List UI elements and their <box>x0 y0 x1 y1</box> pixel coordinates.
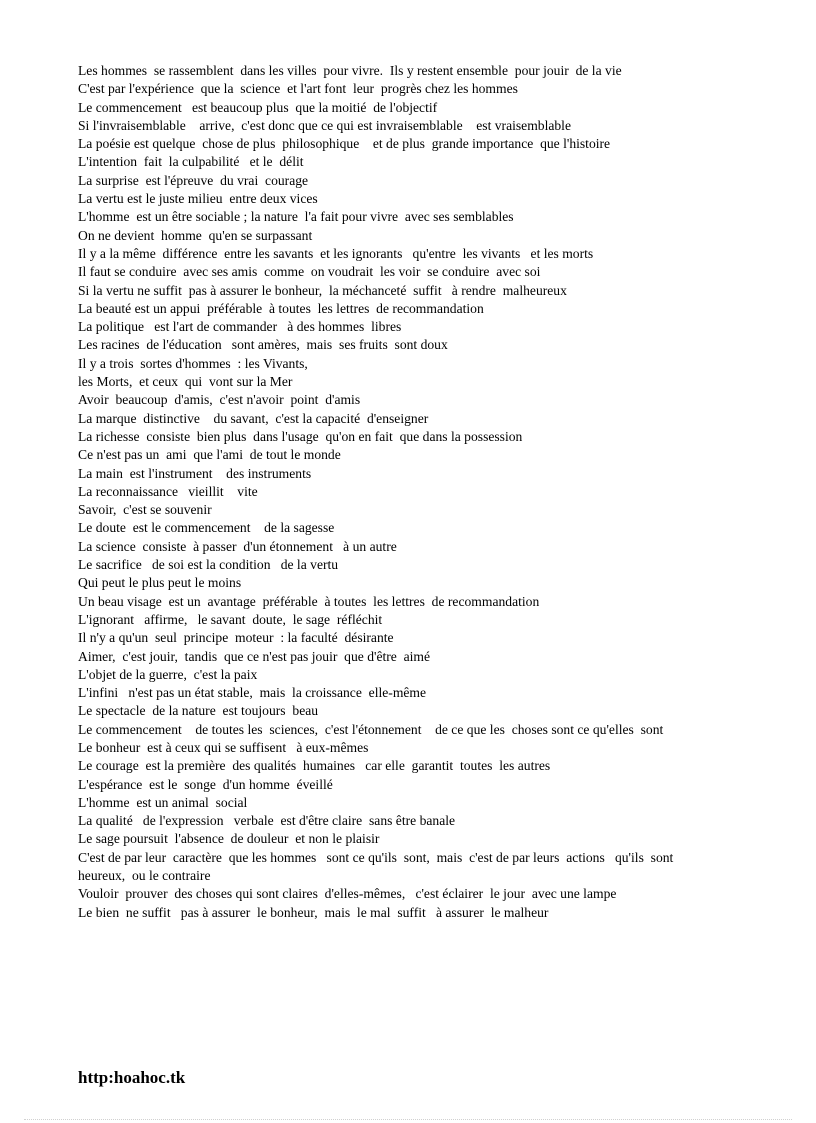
quote-line: Le sacrifice de soi est la condition de la vertu <box>78 557 339 573</box>
quote-line: La science consiste à passer d'un étonnement à un autre <box>78 538 397 554</box>
quote-line: C'est de par leur caractère que les hommes sont ce qu'ils sont, mais c'est de par leurs actions qu'ils sont <box>78 849 674 865</box>
quote-line: Savoir, c'est se souvenir <box>78 502 212 518</box>
quote-line: Si l'invraisemblable arrive, c'est donc que ce qui est invraisemblable est vraisemblable <box>78 117 571 133</box>
quote-line: L'homme est un animal social <box>78 794 248 810</box>
quote-line: Ce n'est pas un ami que l'ami de tout le monde <box>78 447 341 463</box>
quote-line: Le sage poursuit l'absence de douleur et non le plaisir <box>78 831 380 847</box>
quote-line: les Morts, et ceux qui vont sur la Mer <box>78 374 293 390</box>
quote-line: Le doute est le commencement de la sagesse <box>78 520 335 536</box>
quote-line: heureux, ou le contraire <box>78 868 211 884</box>
quote-line: La reconnaissance vieillit vite <box>78 483 258 499</box>
quote-line: L'objet de la guerre, c'est la paix <box>78 666 258 682</box>
page-bottom-divider <box>24 1119 792 1120</box>
quote-line: Avoir beaucoup d'amis, c'est n'avoir point d'amis <box>78 392 361 408</box>
quote-line: Vouloir prouver des choses qui sont claires d'elles-mêmes, c'est éclairer le jour avec une lampe <box>78 886 617 902</box>
quote-line: Il n'y a qu'un seul principe moteur : la faculté désirante <box>78 630 394 646</box>
quote-line: Qui peut le plus peut le moins <box>78 575 242 591</box>
quote-line: On ne devient homme qu'en se surpassant <box>78 227 313 243</box>
quote-line: La main est l'instrument des instruments <box>78 465 312 481</box>
quote-line: La poésie est quelque chose de plus philosophique et de plus grande importance que l'histoire <box>78 136 611 152</box>
quote-line: Un beau visage est un avantage préférable à toutes les lettres de recommandation <box>78 593 540 609</box>
quote-line: Le spectacle de la nature est toujours beau <box>78 703 319 719</box>
quote-line: La richesse consiste bien plus dans l'usage qu'on en fait que dans la possession <box>78 428 523 444</box>
quote-line: La vertu est le juste milieu entre deux vices <box>78 191 318 207</box>
quote-line: La beauté est un appui préférable à toutes les lettres de recommandation <box>78 300 484 316</box>
quote-line: Le courage est la première des qualités humaines car elle garantit toutes les autres <box>78 758 551 774</box>
quote-line: L'infini n'est pas un état stable, mais la croissance elle-même <box>78 685 427 701</box>
quote-line: Il y a trois sortes d'hommes : les Vivants, <box>78 355 308 371</box>
quote-line: C'est par l'expérience que la science et l'art font leur progrès chez les hommes <box>78 81 518 97</box>
quote-line: La marque distinctive du savant, c'est la capacité d'enseigner <box>78 410 429 426</box>
quote-line: La qualité de l'expression verbale est d'être claire sans être banale <box>78 813 456 829</box>
quote-line: L'espérance est le songe d'un homme éveillé <box>78 776 333 792</box>
quote-line: Le bonheur est à ceux qui se suffisent à eux-mêmes <box>78 739 369 755</box>
quote-line: Aimer, c'est jouir, tandis que ce n'est pas jouir que d'être aimé <box>78 648 431 664</box>
quote-line: Il y a la même différence entre les savants et les ignorants qu'entre les vivants et les morts <box>78 245 594 261</box>
quote-line: La surprise est l'épreuve du vrai courage <box>78 172 309 188</box>
quote-line: Le bien ne suffit pas à assurer le bonheur, mais le mal suffit à assurer le malheur <box>78 904 549 920</box>
quote-line: Si la vertu ne suffit pas à assurer le bonheur, la méchanceté suffit à rendre malheureux <box>78 282 567 298</box>
quote-line: L'ignorant affirme, le savant doute, le sage réfléchit <box>78 611 383 627</box>
quote-line: Le commencement est beaucoup plus que la moitié de l'objectif <box>78 99 438 115</box>
quote-list <box>78 62 768 922</box>
quote-line: Les hommes se rassemblent dans les villes pour vivre. Ils y restent ensemble pour jouir de la vie <box>78 63 622 78</box>
footer-url: http:hoahoc.tk <box>78 1068 186 1087</box>
quote-line: L'homme est un être sociable ; la nature l'a fait pour vivre avec ses semblables <box>78 209 514 225</box>
quote-line: Le commencement de toutes les sciences, c'est l'étonnement de ce que les choses sont ce qu'elles sont <box>78 721 664 737</box>
quote-line: L'intention fait la culpabilité et le délit <box>78 154 304 170</box>
quote-line: Les racines de l'éducation sont amères, mais ses fruits sont doux <box>78 337 448 353</box>
quote-line: Il faut se conduire avec ses amis comme on voudrait les voir se conduire avec soi <box>78 264 541 280</box>
quote-line: La politique est l'art de commander à des hommes libres <box>78 319 402 335</box>
